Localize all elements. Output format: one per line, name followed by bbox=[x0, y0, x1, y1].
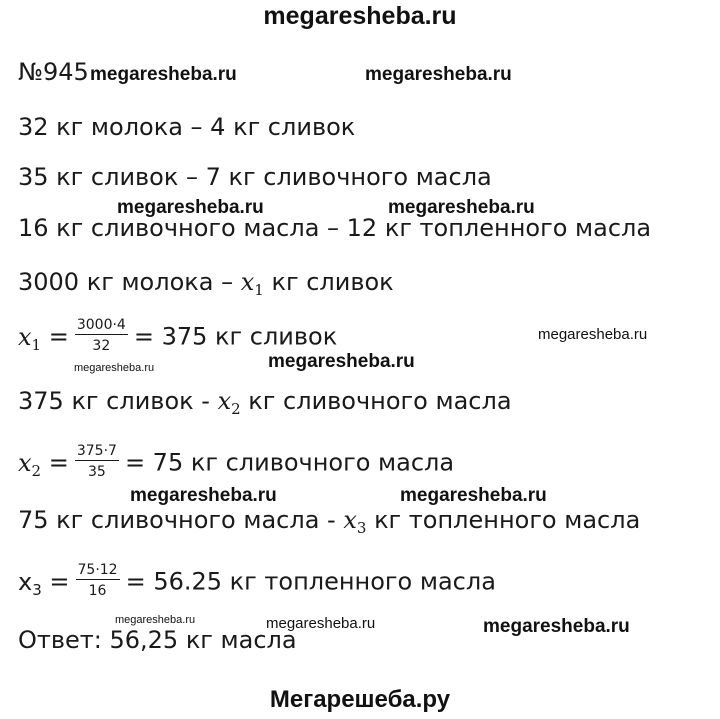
variable-x3: $x_3$ bbox=[343, 506, 367, 537]
watermark: megaresheba.ru bbox=[90, 64, 237, 85]
text-line-8-start: 75 кг сливочного масла - bbox=[18, 506, 336, 534]
watermark: megaresheba.ru bbox=[268, 351, 415, 372]
equals-sign: = bbox=[49, 567, 70, 596]
problem-number: №945 bbox=[18, 58, 89, 86]
fraction-x3 bbox=[76, 563, 120, 598]
text-line-6-end: кг сливочного масла bbox=[248, 387, 512, 415]
text-line-6 bbox=[18, 389, 512, 417]
site-header: megaresheba.ru bbox=[263, 2, 457, 30]
fraction-denominator: 35 bbox=[75, 460, 119, 479]
formula-x2 bbox=[18, 443, 455, 481]
formula-x2-variable: $x_2$ bbox=[18, 448, 42, 480]
formula-x3-result: = 56.25 кг топленного масла bbox=[125, 567, 496, 596]
formula-x1 bbox=[18, 317, 338, 355]
fraction-denominator: 16 bbox=[76, 579, 120, 598]
equals-sign: = bbox=[48, 322, 69, 351]
formula-x3-variable: $x_3$ bbox=[18, 567, 42, 599]
watermark: megaresheba.ru bbox=[400, 485, 547, 506]
variable-x2: $x_2$ bbox=[217, 387, 241, 418]
fraction-x2 bbox=[75, 444, 119, 479]
text-line-1: 32 кг молока – 4 кг сливок bbox=[18, 113, 356, 141]
formula-x1-variable: $x_1$ bbox=[18, 322, 42, 354]
equals-sign: = bbox=[48, 448, 69, 477]
fraction-denominator: 32 bbox=[75, 334, 128, 353]
text-line-4-start: 3000 кг молока – bbox=[18, 268, 234, 296]
watermark: megaresheba.ru bbox=[388, 197, 535, 218]
watermark: megaresheba.ru bbox=[74, 362, 155, 374]
formula-x3 bbox=[18, 562, 496, 600]
text-line-8-end: кг топленного масла bbox=[374, 506, 641, 534]
fraction-numerator: 75·12 bbox=[77, 562, 118, 578]
text-line-6-start: 375 кг сливок - bbox=[18, 387, 210, 415]
formula-x2-result: = 75 кг сливочного масла bbox=[124, 448, 455, 477]
text-line-8 bbox=[18, 508, 640, 536]
watermark: megaresheba.ru bbox=[115, 614, 196, 626]
site-footer: Мегарешеба.ру bbox=[269, 686, 451, 713]
watermark: megaresheba.ru bbox=[266, 615, 376, 632]
answer-line: Ответ: 56,25 кг масла bbox=[18, 626, 297, 654]
fraction-numerator: 3000·4 bbox=[76, 317, 126, 333]
formula-x1-result: = 375 кг сливок bbox=[133, 322, 338, 351]
fraction-x1 bbox=[75, 318, 128, 353]
text-line-4-end: кг сливок bbox=[271, 268, 394, 296]
variable-x1: $x_1$ bbox=[240, 268, 264, 299]
watermark: megaresheba.ru bbox=[365, 64, 512, 85]
watermark: megaresheba.ru bbox=[130, 485, 277, 506]
watermark: megaresheba.ru bbox=[117, 197, 264, 218]
text-line-2: 35 кг сливок – 7 кг сливочного масла bbox=[18, 163, 492, 191]
text-line-3: 16 кг сливочного масла – 12 кг топленного масла bbox=[18, 214, 652, 242]
watermark: megaresheba.ru bbox=[538, 326, 648, 343]
text-line-4 bbox=[18, 270, 394, 298]
fraction-numerator: 375·7 bbox=[76, 443, 117, 459]
watermark: megaresheba.ru bbox=[483, 616, 630, 637]
